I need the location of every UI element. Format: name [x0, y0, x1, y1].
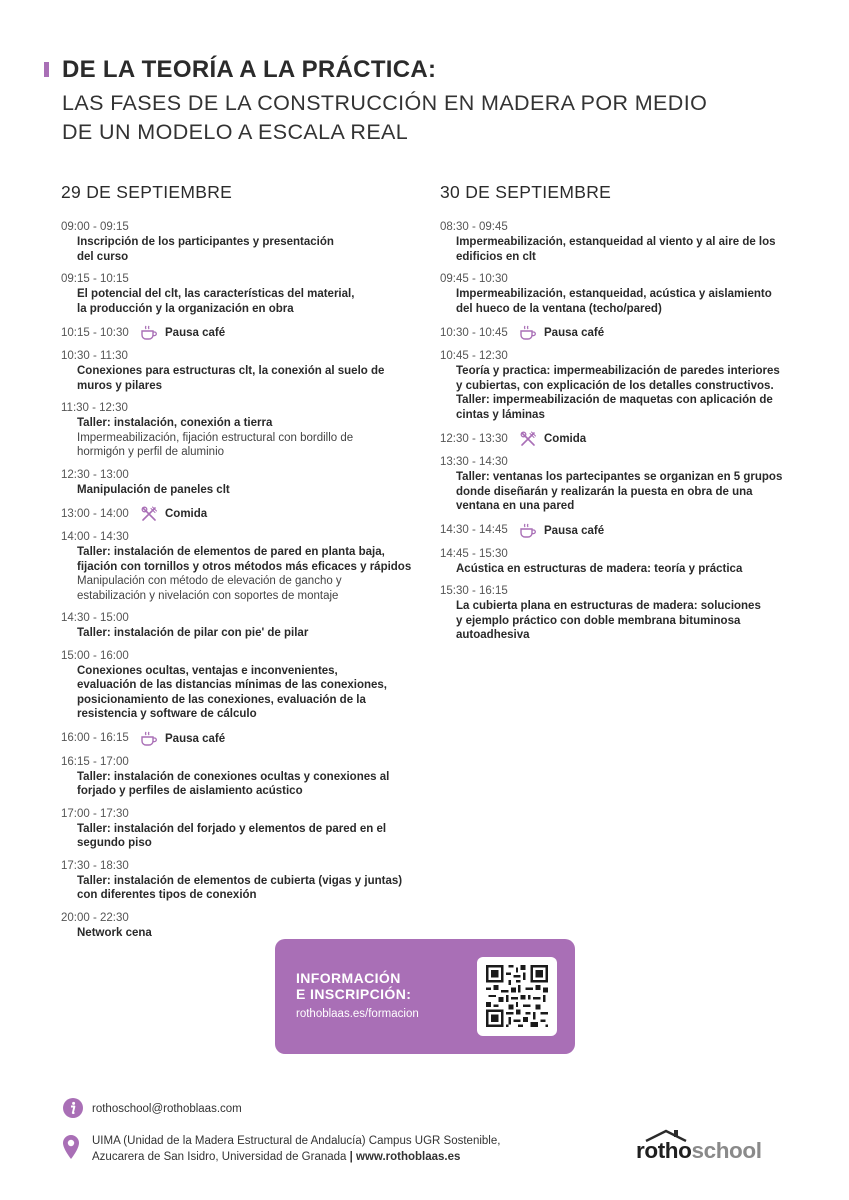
schedule-item	[61, 649, 421, 722]
info-title-line: INFORMACIÓN	[296, 970, 401, 986]
logo-part: rotho	[636, 1138, 692, 1163]
schedule-text: posicionamiento de las conexiones, evaluación de la	[77, 693, 366, 706]
schedule-time: 12:30 - 13:00	[61, 468, 129, 481]
schedule-time: 10:30 - 10:45	[440, 326, 508, 339]
info-box	[275, 939, 575, 1054]
schedule-detail: Manipulación con método de elevación de gancho y	[77, 575, 342, 587]
schedule-time: 17:30 - 18:30	[61, 859, 129, 872]
info-title	[296, 970, 411, 1002]
page-subtitle	[62, 89, 707, 147]
schedule-detail: hormigón y perfil de aluminio	[77, 446, 225, 458]
schedule-item	[61, 401, 421, 460]
schedule-text: donde diseñarán y realizarán la puesta en obra de una	[456, 485, 753, 498]
logo-wordmark	[636, 1138, 762, 1164]
rothoschool-logo	[636, 1128, 792, 1164]
schedule-text: Acústica en estructuras de madera: teoría y práctica	[456, 562, 743, 575]
info-url-link[interactable]: rothoblaas.es/formacion	[296, 1008, 419, 1020]
schedule-text: y ejemplo práctico con doble membrana bituminosa	[456, 614, 741, 627]
info-title-line: E INSCRIPCIÓN:	[296, 986, 412, 1002]
contact-email[interactable]: rothoschool@rothoblaas.com	[92, 1103, 242, 1115]
schedule-item	[61, 807, 421, 851]
schedule-time: 10:15 - 10:30	[61, 326, 129, 339]
title-accent-bar	[44, 62, 49, 77]
schedule-time: 09:45 - 10:30	[440, 273, 508, 285]
schedule-text: resistencia y software de cálculo	[77, 708, 257, 720]
break-item	[61, 324, 421, 342]
schedule-item	[440, 272, 800, 316]
break-label: Pausa café	[165, 327, 226, 339]
schedule-time: 15:00 - 16:00	[61, 649, 129, 662]
info-icon	[63, 1098, 83, 1118]
schedule-time: 15:30 - 16:15	[440, 585, 508, 597]
schedule-time: 20:00 - 22:30	[61, 911, 129, 924]
break-item	[61, 505, 421, 523]
schedule-text: Impermeabilización, estanqueidad al viento y al aire de los	[456, 236, 776, 248]
subtitle-line: LAS FASES DE LA CONSTRUCCIÓN EN MADERA POR MEDIO	[62, 91, 708, 115]
schedule-time: 14:45 - 15:30	[440, 547, 508, 560]
schedule-text: Impermeabilización, estanqueidad, acústica y aislamiento	[456, 288, 772, 300]
schedule-text: El potencial del clt, las características del material,	[77, 288, 355, 300]
schedule-time: 16:00 - 16:15	[61, 732, 129, 744]
schedule-item	[440, 349, 800, 422]
schedule-text: Taller: instalación de elementos de pared en planta baja,	[77, 546, 385, 558]
website-link[interactable]: www.rothoblaas.es	[356, 1151, 461, 1163]
address-separator: |	[349, 1151, 353, 1163]
schedule-time: 14:30 - 15:00	[61, 612, 129, 624]
schedule-time: 09:15 - 10:15	[61, 273, 129, 285]
schedule-item	[61, 468, 421, 498]
day-heading: 30 DE SEPTIEMBRE	[440, 182, 612, 202]
address-line: UIMA (Unidad de la Madera Estructural de Andalucía) Campus UGR Sostenible,	[92, 1135, 501, 1147]
address-line	[92, 1149, 500, 1165]
break-item	[440, 324, 800, 342]
schedule-text: ventana en una pared	[456, 500, 575, 512]
schedule-day-2	[440, 182, 800, 651]
schedule-day-1	[61, 182, 421, 948]
schedule-time: 08:30 - 09:45	[440, 221, 508, 233]
break-label: Comida	[544, 433, 587, 445]
schedule-time: 09:00 - 09:15	[61, 221, 129, 233]
schedule-time: 10:45 - 12:30	[440, 350, 508, 362]
schedule-detail: Impermeabilización, fijación estructural con bordillo de	[77, 431, 354, 444]
schedule-text: Network cena	[77, 926, 152, 939]
schedule-time: 12:30 - 13:30	[440, 432, 508, 445]
schedule-text: Taller: instalación del forjado y elementos de pared en el	[77, 822, 387, 835]
schedule-text: Taller: instalación de pilar con pie' de pilar	[77, 627, 309, 639]
schedule-text: Taller: ventanas los partecipantes se organizan en 5 grupos	[456, 471, 783, 483]
logo-part: school	[691, 1138, 762, 1163]
coffee-icon	[139, 324, 159, 342]
coffee-icon	[139, 730, 159, 748]
cutlery-icon	[139, 505, 159, 523]
page-title: DE LA TEORÍA A LA PRÁCTICA:	[62, 56, 437, 83]
schedule-item	[61, 611, 421, 641]
schedule-text: La cubierta plana en estructuras de madera: soluciones	[456, 600, 761, 612]
schedule-text: Taller: instalación de conexiones ocultas y conexiones al	[77, 770, 390, 783]
schedule-time: 13:00 - 14:00	[61, 507, 129, 520]
schedule-item	[61, 859, 421, 903]
schedule-text: del curso	[77, 250, 129, 263]
schedule-text: Manipulación de paneles clt	[77, 483, 230, 496]
break-label: Pausa café	[544, 327, 605, 339]
schedule-text: autoadhesiva	[456, 629, 530, 641]
schedule-time: 14:00 - 14:30	[61, 531, 129, 543]
break-item	[440, 430, 800, 448]
schedule-text: Teoría y practica: impermeabilización de paredes interiores	[456, 365, 780, 377]
schedule-text: Taller: instalación de elementos de cubierta (vigas y juntas)	[77, 874, 403, 887]
break-item	[61, 730, 421, 748]
schedule-item	[440, 220, 800, 264]
schedule-time: 14:30 - 14:45	[440, 524, 508, 536]
schedule-item	[61, 272, 421, 316]
schedule-time: 16:15 - 17:00	[61, 755, 129, 768]
schedule-text: con diferentes tipos de conexión	[77, 889, 257, 901]
cutlery-icon	[518, 430, 538, 448]
schedule-time: 13:30 - 14:30	[440, 456, 508, 468]
schedule-time: 11:30 - 12:30	[61, 402, 128, 414]
schedule-item	[61, 349, 421, 393]
schedule-time: 17:00 - 17:30	[61, 807, 129, 820]
schedule-text: y cubiertas, con explicación de los detalles constructivos.	[456, 379, 774, 392]
venue-address	[92, 1133, 500, 1165]
break-label: Pausa café	[544, 524, 605, 537]
schedule-item	[61, 755, 421, 799]
coffee-icon	[518, 324, 538, 342]
schedule-text: forjado y perfiles de aislamiento acústico	[77, 785, 303, 797]
break-label: Pausa café	[165, 732, 226, 745]
location-pin-icon	[62, 1134, 80, 1160]
schedule-detail: estabilización y nivelación con soportes de montaje	[77, 589, 339, 602]
schedule-text: Conexiones para estructuras clt, la conexión al suelo de	[77, 365, 385, 377]
schedule-item	[61, 911, 421, 941]
subtitle-line: DE UN MODELO A ESCALA REAL	[62, 120, 409, 144]
schedule-text: Taller: instalación, conexión a tierra	[77, 417, 273, 429]
schedule-text: Conexiones ocultas, ventajas e inconvenientes,	[77, 664, 338, 677]
schedule-item	[61, 220, 421, 264]
schedule-item	[440, 455, 800, 514]
schedule-text: muros y pilares	[77, 379, 163, 392]
schedule-item	[61, 530, 421, 603]
address-detail: Azucarera de San Isidro, Universidad de Granada	[92, 1151, 347, 1163]
schedule-text: segundo piso	[77, 837, 152, 849]
schedule-item	[440, 547, 800, 577]
break-item	[440, 522, 800, 540]
coffee-icon	[518, 522, 538, 540]
qr-code[interactable]	[477, 957, 557, 1036]
schedule-text: Taller: impermeabilización de maquetas con aplicación de	[456, 394, 773, 406]
schedule-text: cintas y láminas	[456, 408, 545, 421]
schedule-text: edificios en clt	[456, 250, 536, 263]
schedule-time: 10:30 - 11:30	[61, 350, 128, 362]
schedule-item	[440, 584, 800, 643]
schedule-text: evaluación de las distancias mínimas de las conexiones,	[77, 679, 387, 691]
schedule-text: fijación con tornillos y otros métodos más eficaces y rápidos	[77, 560, 412, 573]
day-heading: 29 DE SEPTIEMBRE	[61, 182, 233, 202]
schedule-text: Inscripción de los participantes y presentación	[77, 236, 334, 248]
schedule-text: la producción y la organización en obra	[77, 302, 294, 315]
schedule-text: del hueco de la ventana (techo/pared)	[456, 302, 662, 315]
break-label: Comida	[165, 508, 208, 520]
